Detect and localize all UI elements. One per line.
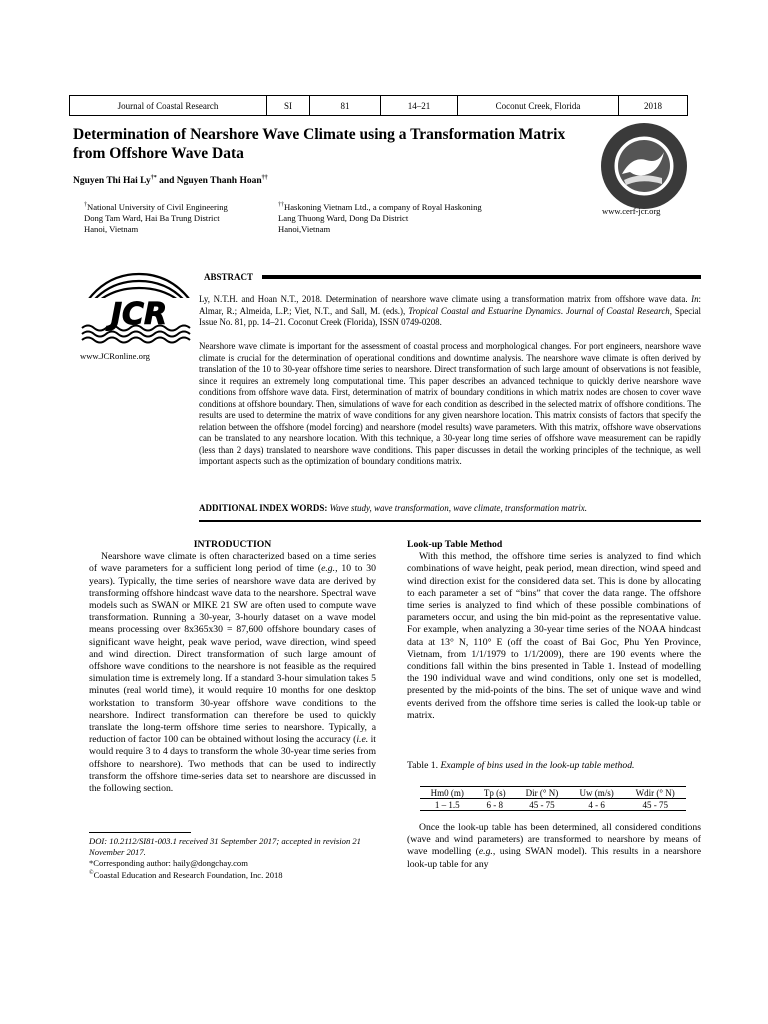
authors-and: and xyxy=(156,176,177,187)
lookup-p2-text-1: Once the look-up table has been determined, all considered conditions (wave and wind parameters) are transformed to nearshore by means of wave modelling ( xyxy=(407,822,701,858)
lookup-p2-text-2: , using SWAN model). This results in a nearshore look-up table for any xyxy=(407,846,701,870)
affiliation-1-line2: Dong Tam Ward, Hai Ba Trung District xyxy=(84,212,220,223)
author-2-marker: †† xyxy=(261,175,268,181)
col-header-tp: Tp (s) xyxy=(474,787,515,799)
footnote-copyright: Coastal Education and Research Foundation, Inc. 2018 xyxy=(93,870,283,881)
affiliation-1-line1: National University of Civil Engineering xyxy=(87,201,228,212)
lookup-paragraph-2-block xyxy=(407,822,701,871)
intro-text-2: , 10 to 30 years). Typically, the time series of nearshore wave data are derived by transforming offshore hindcast wave data to the nearshore. Spectral wave models such as SWAN or MIKE 21 SW are often used to compute wave transformation. Running a 30-year, 3-hourly dataset on a wave model means processing over 8x365x30 = 87,600 offshore boundary cases of significant wave height, peak wave period, wave direction, wind speed and wind direction. Direct transformation of such large amount of offshore wave conditions to the nearshore is not feasible as the required simulation time is extremely long. If a standard 3-hour simulation takes 5 minutes (real world time), it would require 10 months for one desktop workstation to transform 30-year offshore wave conditions to the nearshore. Indirect transformation can therefore be used to quickly translate the long-term offshore time series to nearshore. Typically, a reduction of factor 100 can be obtained without losing the accuracy ( xyxy=(89,563,376,746)
author-2: Nguyen Thanh Hoan xyxy=(176,176,262,187)
table-caption-number: Table 1. xyxy=(407,760,441,771)
col-header-hm0: Hm0 (m) xyxy=(420,787,474,799)
index-words-rule xyxy=(199,520,701,522)
table-row xyxy=(420,799,686,811)
intro-text-1: Nearshore wave climate is often characterized based on a time series of wave parameters for a sufficient long period of time ( xyxy=(89,551,376,575)
affiliation-2-line2: Lang Thuong Ward, Dong Da District xyxy=(278,212,409,223)
citation xyxy=(199,294,701,329)
footnote-doi: DOI: 10.2112/SI81-003.1 received 31 September 2017; accepted in revision 21 November 2017. xyxy=(89,836,361,857)
lookup-paragraph-2 xyxy=(407,822,701,871)
cell-dir: 45 - 75 xyxy=(515,799,569,811)
header-location: Coconut Creek, Florida xyxy=(458,96,619,115)
intro-section xyxy=(89,539,376,795)
citation-in: In xyxy=(691,294,699,304)
cell-tp: 6 - 8 xyxy=(474,799,515,811)
copyright-symbol: © xyxy=(89,870,94,877)
affiliation-2-marker: †† xyxy=(278,202,284,208)
affiliation-2 xyxy=(278,200,482,235)
intro-text-3: it would require 3 to 4 days to transform the whole 30-year time series from offshore to nearshore). Two methods that can be used to indirectly transform the offshore time-series data set to nearshore are discussed in the following section. xyxy=(89,734,376,795)
lookup-heading: Look-up Table Method xyxy=(407,539,503,550)
affiliation-1 xyxy=(84,200,228,235)
citation-journal: Journal of Coastal Research xyxy=(565,305,670,316)
abstract-body: Nearshore wave climate is important for the assessment of coastal process and morphological changes. For port engineers, nearshore wave climate is crucial for the determination of operational conditions and downtime analysis. The nearshore wave climate is often derived by translation of the 10 to 30-year offshore time series to nearshore. Direct transformation of such large amount of observations is not feasible, since it requires an extremely long computational time. This paper describes an advanced technique to quickly derive nearshore wave conditions from offshore wave data. First, determination of matrix of boundary conditions in which matrix nodes are chosen to cover wave conditions at offshore boundary. Then, simulations of wave for each condition as described in the selected matrix of offshore conditions. The results are used to determine the matrix of wave conditions for any given nearshore location. This matrix consists of factors that specify the relation between the offshore (model forcing) and nearshore (model results) wave parameters. With this matrix, offshore wave observations can be translated to any nearshore location. With this technique, a 30-year long time series of offshore wave measurement can be rapidly (less than 2 days) translated to nearshore wave conditions. This paper discusses in detail the working principles of the technique, as well important aspects such as the optimization of boundary conditions matrix. xyxy=(199,341,701,466)
intro-eg: e.g. xyxy=(321,563,336,575)
citation-issue: , Special Issue No. 81, pp. 14–21. Coconut Creek (Florida), ISSN 0749-0208. xyxy=(199,305,702,327)
citation-editors: : Almar, R.; Almeida, L.P.; Viet, N.T., and Sall, M. (eds.), xyxy=(199,294,701,316)
authors xyxy=(73,175,268,186)
table-caption-text: Example of bins used in the look-up table method. xyxy=(440,760,635,771)
header-volume: 81 xyxy=(310,96,381,115)
affiliation-2-line3: Hanoi,Vietnam xyxy=(278,223,331,234)
citation-text: Ly, N.T.H. and Hoan N.T., 2018. Determination of nearshore wave climate using a transformation matrix from offshore wave data. xyxy=(199,294,692,304)
jcr-website[interactable]: www.JCRonline.org xyxy=(80,351,150,361)
citation-dot: . xyxy=(560,305,566,316)
index-words-label: ADDITIONAL INDEX WORDS: xyxy=(199,503,328,513)
intro-ie: i.e. xyxy=(356,734,369,746)
abstract-label: ABSTRACT xyxy=(204,272,254,282)
journal-header-table xyxy=(69,95,688,116)
footnotes xyxy=(89,836,379,881)
header-si: SI xyxy=(267,96,310,115)
author-1-marker: †* xyxy=(150,175,157,181)
cerf-seal-logo xyxy=(600,122,688,210)
jcr-logo xyxy=(78,270,200,344)
bins-table xyxy=(420,786,686,811)
index-words xyxy=(199,503,587,513)
intro-paragraph xyxy=(89,551,376,795)
bins-table-header xyxy=(420,787,686,799)
col-header-wdir: Wdir (° N) xyxy=(624,787,686,799)
lookup-p2-eg: e.g. xyxy=(478,846,493,858)
paper-title: Determination of Nearshore Wave Climate using a Transformation Matrix from Offshore Wave Data xyxy=(73,126,566,162)
footnote-corresponding: *Corresponding author: haily@dongchay.com xyxy=(89,857,248,868)
affiliation-1-line3: Hanoi, Vietnam xyxy=(84,223,139,234)
table-caption xyxy=(407,760,634,771)
col-header-uw: Uw (m/s) xyxy=(569,787,625,799)
footnote-rule xyxy=(89,832,191,833)
cell-hm0: 1 – 1.5 xyxy=(420,799,474,811)
index-words-list: Wave study, wave transformation, wave climate, transformation matrix. xyxy=(329,503,588,513)
cerf-website[interactable]: www.cerf-jcr.org xyxy=(602,206,661,216)
col-header-dir: Dir (° N) xyxy=(515,787,569,799)
cell-uw: 4 - 6 xyxy=(569,799,625,811)
lookup-paragraph-1: With this method, the offshore time series is analyzed to find which combinations of wave height, peak period, mean direction, wind speed and wind direction exist for the considered data set. This is done by allocating to each parameter a set of “bins” that cover the data range. The offshore time series is analyzed to find which of these possible combinations of parameters occur, and using the bin mid-point as the representative value. For example, when analyzing a 30-year time series of the NOAA hindcast data at 13° N, 110° E (off the coast of Bai Goc, Phu Yen Province, Vietnam, from 1/1/1979 to 1/1/2009), there are 190 events where the conditions fall within the bins presented in Table 1. Instead of modelling the 190 individual wave and wind conditions, only one set is modelled, presented by the mid-points of the bins. The set of unique wave and wind events derived from the offshore time series is called the look-up table or matrix. xyxy=(407,551,701,721)
header-pages: 14–21 xyxy=(381,96,458,115)
intro-heading: INTRODUCTION xyxy=(193,539,272,550)
author-1: Nguyen Thi Hai Ly xyxy=(73,176,151,187)
header-year: 2018 xyxy=(644,100,662,111)
jcr-logo-text: JCR xyxy=(110,297,168,332)
cell-wdir: 45 - 75 xyxy=(624,799,686,811)
citation-book: Tropical Coastal and Estuarine Dynamics xyxy=(408,305,561,316)
lookup-section xyxy=(407,539,701,722)
header-journal: Journal of Coastal Research xyxy=(70,96,267,115)
affiliation-1-marker: † xyxy=(84,202,87,208)
abstract-rule xyxy=(262,275,701,279)
affiliation-2-line1: Haskoning Vietnam Ltd., a company of Royal Haskoning xyxy=(284,201,482,212)
